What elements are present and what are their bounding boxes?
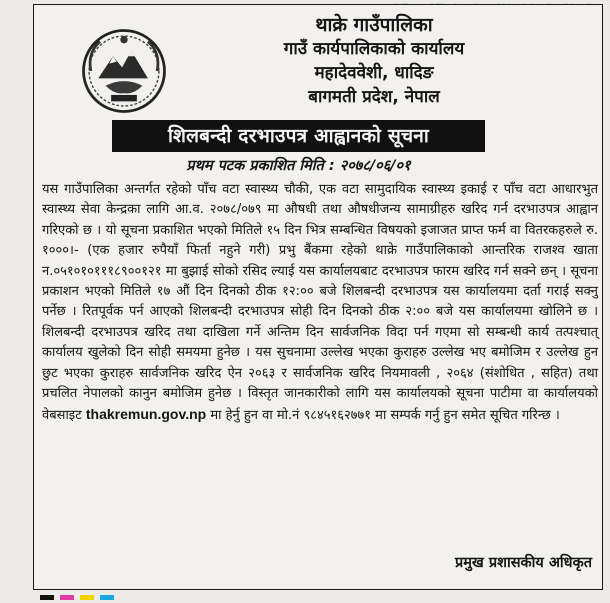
website-link[interactable]: thakremun.gov.np bbox=[85, 406, 207, 423]
office-name: गाउँ कार्यपालिकाको कार्यालय bbox=[283, 39, 465, 59]
notice-body-text-end: मा हेर्नु हुन वा मो.नं ९८४५१६२७७१ मा सम्पर्क गर्नु हुन समेत सूचित गरिन्छ । bbox=[206, 408, 560, 424]
signatory-title: प्रमुख प्रशासकीय अधिकृत bbox=[455, 555, 592, 571]
print-color-bar bbox=[0, 595, 610, 603]
municipality-name: थाक्रे गाउँपालिका bbox=[315, 14, 433, 36]
nepal-government-emblem-icon bbox=[78, 25, 170, 117]
issuing-office bbox=[164, 13, 584, 109]
office-location: महादेववेशी, धादिङ bbox=[314, 63, 434, 83]
province-country: बागमती प्रदेश, नेपाल bbox=[308, 87, 440, 107]
publish-date: प्रथम पटक प्रकाशित मिति : २०७८/०६/०१ bbox=[186, 158, 411, 174]
notice-body bbox=[42, 180, 598, 427]
notice-body-text: यस गाउँपालिका अन्तर्गत रहेको पाँच वटा स्वास्थ्य चौकी, एक वटा सामुदायिक स्वास्थ्य इकाई र पाँच वटा आधारभुत स्वास्थ्य सेवा केन्द्रका लागि आ.व. २०७८/०७९ मा औषधी तथा औषधीजन्य सामाग्रीहरु खरिद गर्न दरभाउपत्र आह्वान गरिएको छ । यो सूचना प्रकाशित भएको मितिले १५ दिन भित्र सम्बन्धित विषयको इजाजत प्राप्त फर्म वा वितरकहरुले रु. १०००।- (एक हजार रुपैयाँ फिर्ता नहुने गरी) प्रभु बैंकमा रहेको थाक्रे गाउँपालिकाको आन्तरिक राजश्व खाता न.०५१०१०१११८९००१२१ मा बुझाई सोको रसिद ल्याई यस कार्यालयबाट दरभाउपत्र फारम खरिद गर्न सक्ने छन् । सूचना प्रकाशन भएको मितिले १७ औं दिन दिनको ठीक १२:०० बजे शिलबन्दी दरभाउपत्र यस कार्यालयमा दर्ता गराई सक्नु पर्नेछ । रितपूर्वक पर्न आएको शिलबन्दी दरभाउपत्र सोही दिन दिनको ठीक २:०० बजे यस कार्यालयमा खोलिने छ । शिलबन्दी दरभाउपत्र खरिद तथा दाखिला गर्ने अन्तिम दिन सार्वजनिक विदा पर्न गएमा सो सम्बन्धी कार्य तत्पश्चात् कार्यालय खुलेको दिन सोही समयमा हुनेछ । यस सुचनामा उल्लेख भएका कुराहरु उल्लेख भए बमोजिम र उल्लेख हुन छुट भएका कुराहरु सार्वजनिक खरिद ऐन २०६३ र सार्वजनिक खरिद नियमावली , २०६४ (संशोधित , सहित) तथा प्रचलित नेपालको कानुन बमोजिम हुनेछ । विस्तृत जानकारीको लागि यस कार्यालयको सूचना पाटीमा वा कार्यालयको वेबसाइट bbox=[42, 182, 598, 424]
notice-title: शिलबन्दी दरभाउपत्र आह्वानको सूचना bbox=[112, 120, 485, 152]
